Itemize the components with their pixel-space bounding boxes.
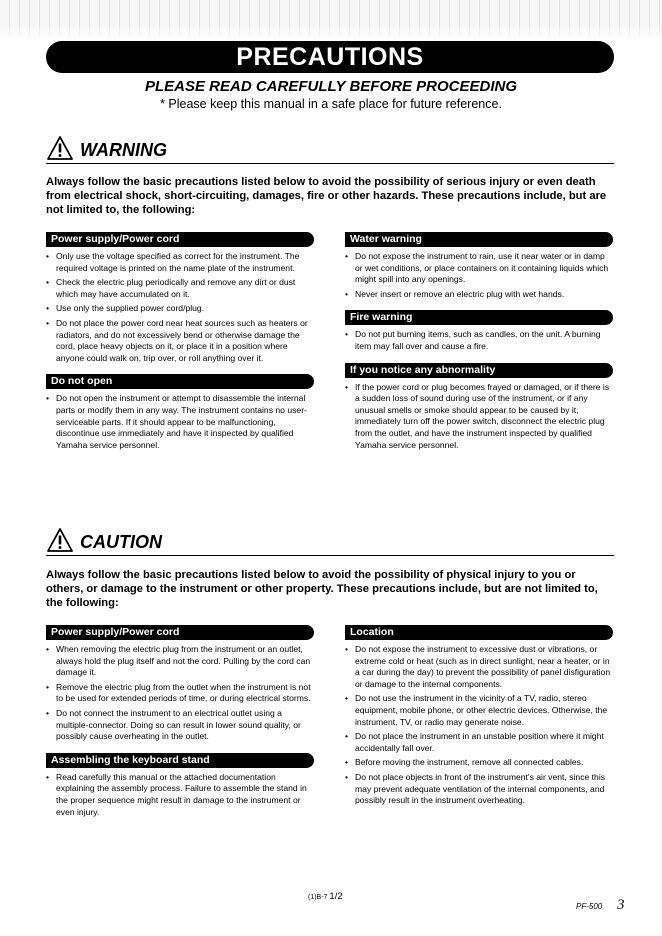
category-heading: Do not open [46,374,314,389]
warning-heading [46,135,614,164]
precaution-item: • Read carefully this manual or the attached documentation explaining the assembly process. Failure to assemble the stand in the proper sequence might result in damage to the instrument or even injury. [46,772,314,818]
warning-label: WARNING [80,140,167,160]
precaution-list [345,329,613,352]
precaution-list [345,382,613,452]
page-number: 3 [617,897,625,913]
warning-triangle-icon [46,135,74,161]
warning-right-column [345,232,613,461]
precaution-list [46,251,314,364]
piano-keys-banner [0,0,662,38]
warning-left-column [46,232,314,461]
category-heading: Power supply/Power cord [46,232,314,247]
precaution-list [345,251,613,300]
precaution-list [46,644,314,743]
caution-left-column [46,625,314,828]
warning-intro: Always follow the basic precautions listed below to avoid the possibility of serious injury or even death from electrical shock, short-circuiting, damages, fire or other hazards. These precautions include, but are not limited to, the following: [46,176,607,216]
precaution-item: • Do not open the instrument or attempt to disassemble the internal parts or modify them in any way. The instrument contains no user-serviceable parts. If it should appear to be malfunctioning, discontinue use immediately and have it inspected by qualified Yamaha service personnel. [46,393,314,451]
precaution-item: • When removing the electric plug from the instrument or an outlet, always hold the plug itself and not the cord. Pulling by the cord can damage it. [46,644,314,679]
caution-intro: Always follow the basic precautions listed below to avoid the possibility of physical injury to you or others, or damage to the instrument or other property. These precautions include, but are not limited to, the following: [46,569,598,609]
caution-label: CAUTION [80,532,162,552]
precaution-item: • Do not expose the instrument to rain, use it near water or in damp or wet conditions, or place containers on it containing liquids which might spill into any openings. [345,251,613,286]
precaution-item: • Do not put burning items, such as candles, on the unit. A burning item may fall over and cause a fire. [345,329,613,352]
caution-heading [46,527,614,556]
caution-right-column [345,625,613,817]
precaution-item: • Check the electric plug periodically and remove any dirt or dust which may have accumulated on it. [46,277,314,300]
category-heading: Power supply/Power cord [46,625,314,640]
precaution-item: • Before moving the instrument, remove all connected cables. [345,757,613,769]
footer-code [308,891,343,902]
category-heading: Assembling the keyboard stand [46,753,314,768]
precaution-list [46,772,314,818]
category-heading: Fire warning [345,310,613,325]
precaution-item: • Only use the voltage specified as correct for the instrument. The required voltage is printed on the name plate of the instrument. [46,251,314,274]
precaution-item: • Never insert or remove an electric plug with wet hands. [345,289,613,301]
precaution-list [345,644,613,807]
precaution-item: • Use only the supplied power cord/plug. [46,303,314,315]
precaution-item: • Do not use the instrument in the vicinity of a TV, radio, stereo equipment, mobile phone, or other electric devices. Otherwise, the instrument, TV, or radio may generate noise. [345,693,613,728]
precaution-item: • If the power cord or plug becomes frayed or damaged, or if there is a sudden loss of sound during use of the instrument, or if any unusual smells or smoke should appear to be caused by it, immediately turn off the power switch, disconnect the electric plug from the outlet, and have the instrument inspected by qualified Yamaha service personnel. [345,382,613,452]
category-heading: If you notice any abnormality [345,363,613,378]
footer-code-page: 1/2 [329,891,343,902]
category-heading: Location [345,625,613,640]
page-title: PRECAUTIONS [46,41,614,73]
category-heading: Water warning [345,232,613,247]
caution-triangle-icon [46,527,74,553]
precaution-item: • Do not expose the instrument to excessive dust or vibrations, or extreme cold or heat (such as in direct sunlight, near a heater, or in a car during the day) to prevent the possibility of panel disfiguration or damage to the internal components. [345,644,613,690]
precaution-item: • Do not place the instrument in an unstable position where it might accidentally fall over. [345,731,613,754]
precaution-item: • Do not place the power cord near heat sources such as heaters or radiators, and do not excessively bend or otherwise damage the cord, place heavy objects on it, or place it in a position where anyone could walk on, trip over, or roll anything over it. [46,318,314,364]
keep-manual-note: * Please keep this manual in a safe place for future reference. [160,97,502,111]
precaution-list [46,393,314,451]
precaution-item: • Remove the electric plug from the outlet when the instrument is not to be used for extended periods of time, or during electrical storms. [46,682,314,705]
page-subtitle: PLEASE READ CAREFULLY BEFORE PROCEEDING [145,78,517,95]
precaution-item: • Do not place objects in front of the instrument's air vent, since this may prevent adequate ventilation of the internal components, and possibly result in the instrument overheating. [345,772,613,807]
footer-code-text: (1)B-7 [308,894,328,901]
model-name: PF-500 [576,902,603,911]
precaution-item: • Do not connect the instrument to an electrical outlet using a multiple-connector. Doing so can result in lower sound quality, or possibly cause overheating in the outlet. [46,708,314,743]
